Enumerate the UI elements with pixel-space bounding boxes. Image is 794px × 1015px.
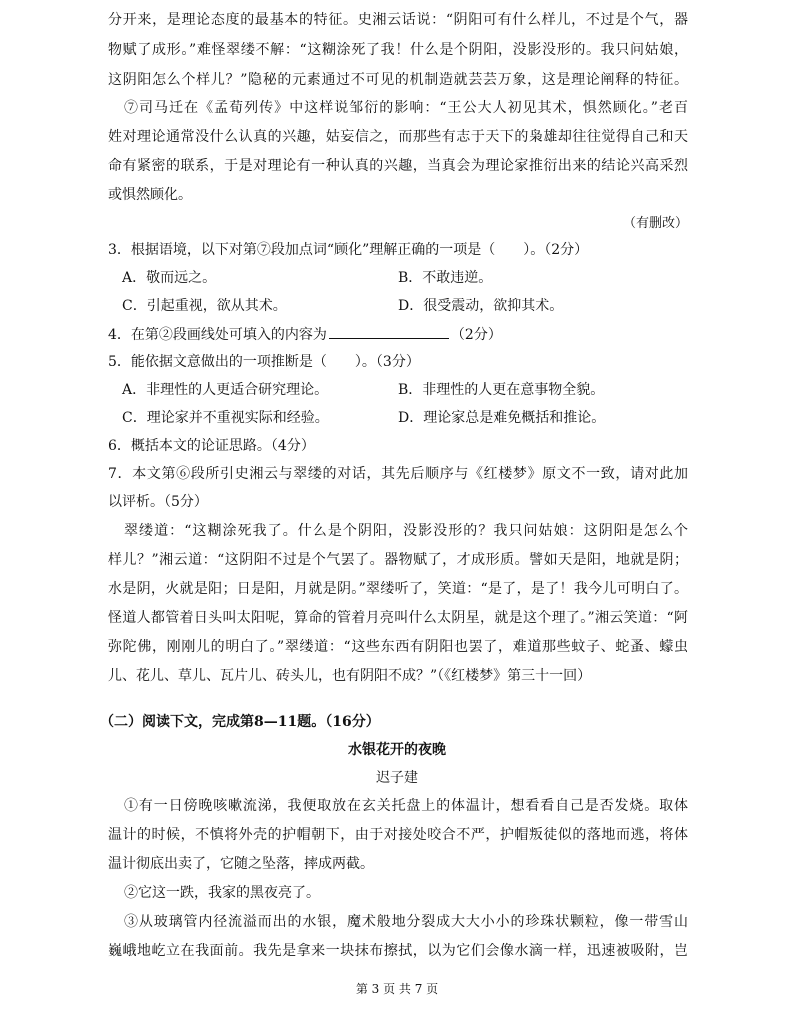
passage-line: ⑦司马迁在《孟荀列传》中这样说邹衍的影响：“王公大人初见其术，惧然顾化。”老百 [124, 100, 688, 116]
question-3-option-b: B．不敢违逆。 [398, 270, 493, 286]
question-3-option-a: A．敬而远之。 [122, 270, 217, 286]
question-5-option-d: D．理论家总是难免概括和推论。 [398, 410, 606, 426]
article-paragraph-line: 巍峨地屹立在我面前。我先是拿来一块抹布擦拭，以为它们会像水滴一样，迅速被吸附，岂 [108, 943, 688, 959]
question-5-option-c: C．理论家并不重视实际和经验。 [122, 410, 329, 426]
quote-line: 弥陀佛，刚刚儿的明白了。”翠缕道：“这些东西有阴阳也罢了，难道那些蚊子、蛇蚤、蠓虫 [108, 639, 688, 655]
article-paragraph-line: 温计彻底出卖了，它随之坠落，摔成两截。 [108, 856, 374, 872]
question-5-option-b: B．非理性的人更在意事物全貌。 [398, 382, 605, 398]
question-3-stem: 3．根据语境，以下对第⑦段加点词“顾化”理解正确的一项是（ ）。（2分） [108, 242, 589, 258]
question-3-option-c: C．引起重视，欲从其术。 [122, 298, 287, 314]
question-7-stem: 7．本文第⑥段所引史湘云与翠缕的对话，其先后顺序与《红楼梦》原文不一致，请对此加 [108, 466, 688, 482]
section-2-heading: （二）阅读下文，完成第8—11题。（16分） [100, 714, 380, 730]
answer-blank[interactable] [329, 324, 449, 339]
page-footer: 第 3 页 共 7 页 [355, 982, 439, 996]
question-6-stem: 6．概括本文的论证思路。（4分） [108, 438, 315, 454]
question-3-option-d: D．很受震动，欲抑其术。 [398, 298, 564, 314]
passage-line: 分开来，是理论态度的最基本的特征。史湘云话说：“阴阳可有什么样儿，不过是个气，器 [108, 12, 688, 28]
article-paragraph-line: 温计的时候，不慎将外壳的护帽朝下，由于对接处咬合不严，护帽叛徒似的落地而逃，将体 [108, 827, 688, 843]
quote-line: 水是阴，火就是阳；日是阳，月就是阴。”翠缕听了，笑道：“是了，是了！我今儿可明白了。 [108, 581, 688, 597]
quote-line: 样儿？”湘云道：“这阴阳不过是个气罢了。器物赋了，才成形质。譬如天是阳，地就是阴； [108, 552, 688, 568]
quote-line: 翠缕道：“这糊涂死我了。什么是个阴阳，没影没形的？我只问姑娘：这阴阳是怎么个 [124, 523, 688, 539]
quote-line: 怪道人都管着日头叫太阳呢，算命的管着月亮叫什么太阴星，就是这个理了。”湘云笑道：“阿 [108, 610, 688, 626]
article-title: 水银花开的夜晚 [348, 742, 446, 758]
source-note: （有删改） [622, 216, 688, 231]
quote-line: 儿、花儿、草儿、瓦片儿、砖头儿，也有阴阳不成？”（《红楼梦》第三十一回） [108, 668, 592, 684]
question-4-stem-text: 4．在第②段画线处可填入的内容为 [108, 327, 327, 343]
article-author: 迟子建 [376, 770, 418, 786]
passage-line: 姓对理论通常没什么认真的兴趣，姑妄信之，而那些有志于天下的枭雄却往往觉得自己和天 [108, 129, 688, 145]
passage-line: 这阴阳怎么个样儿？”隐秘的元素通过不可见的机制造就芸芸万象，这是理论阐释的特征。 [108, 72, 688, 88]
article-paragraph-line: ①有一日傍晚咳嗽流涕，我便取放在玄关托盘上的体温计，想看看自己是否发烧。取体 [124, 798, 688, 814]
question-4-stem [108, 324, 688, 345]
article-paragraph-line: ③从玻璃管内径流溢而出的水银，魔术般地分裂成大大小小的珍珠状颗粒，像一带雪山 [124, 914, 688, 930]
article-paragraph-line: ②它这一跌，我家的黑夜亮了。 [124, 885, 320, 901]
question-4-points: （2分） [450, 327, 502, 343]
question-5-option-a: A．非理性的人更适合研究理论。 [122, 382, 329, 398]
question-5-stem: 5．能依据文意做出的一项推断是（ ）。（3分） [108, 354, 420, 370]
passage-line: 物赋了成形。”难怪翠缕不解：“这糊涂死了我！什么是个阴阳，没影没形的。我只问姑娘， [108, 42, 688, 58]
passage-line: 或惧然顾化。 [108, 187, 192, 203]
passage-line: 命有紧密的联系，于是对理论有一种认真的兴趣，当真会为理论家推衍出来的结论兴高采烈 [108, 158, 688, 174]
question-7-stem: 以评析。（5分） [108, 494, 208, 510]
